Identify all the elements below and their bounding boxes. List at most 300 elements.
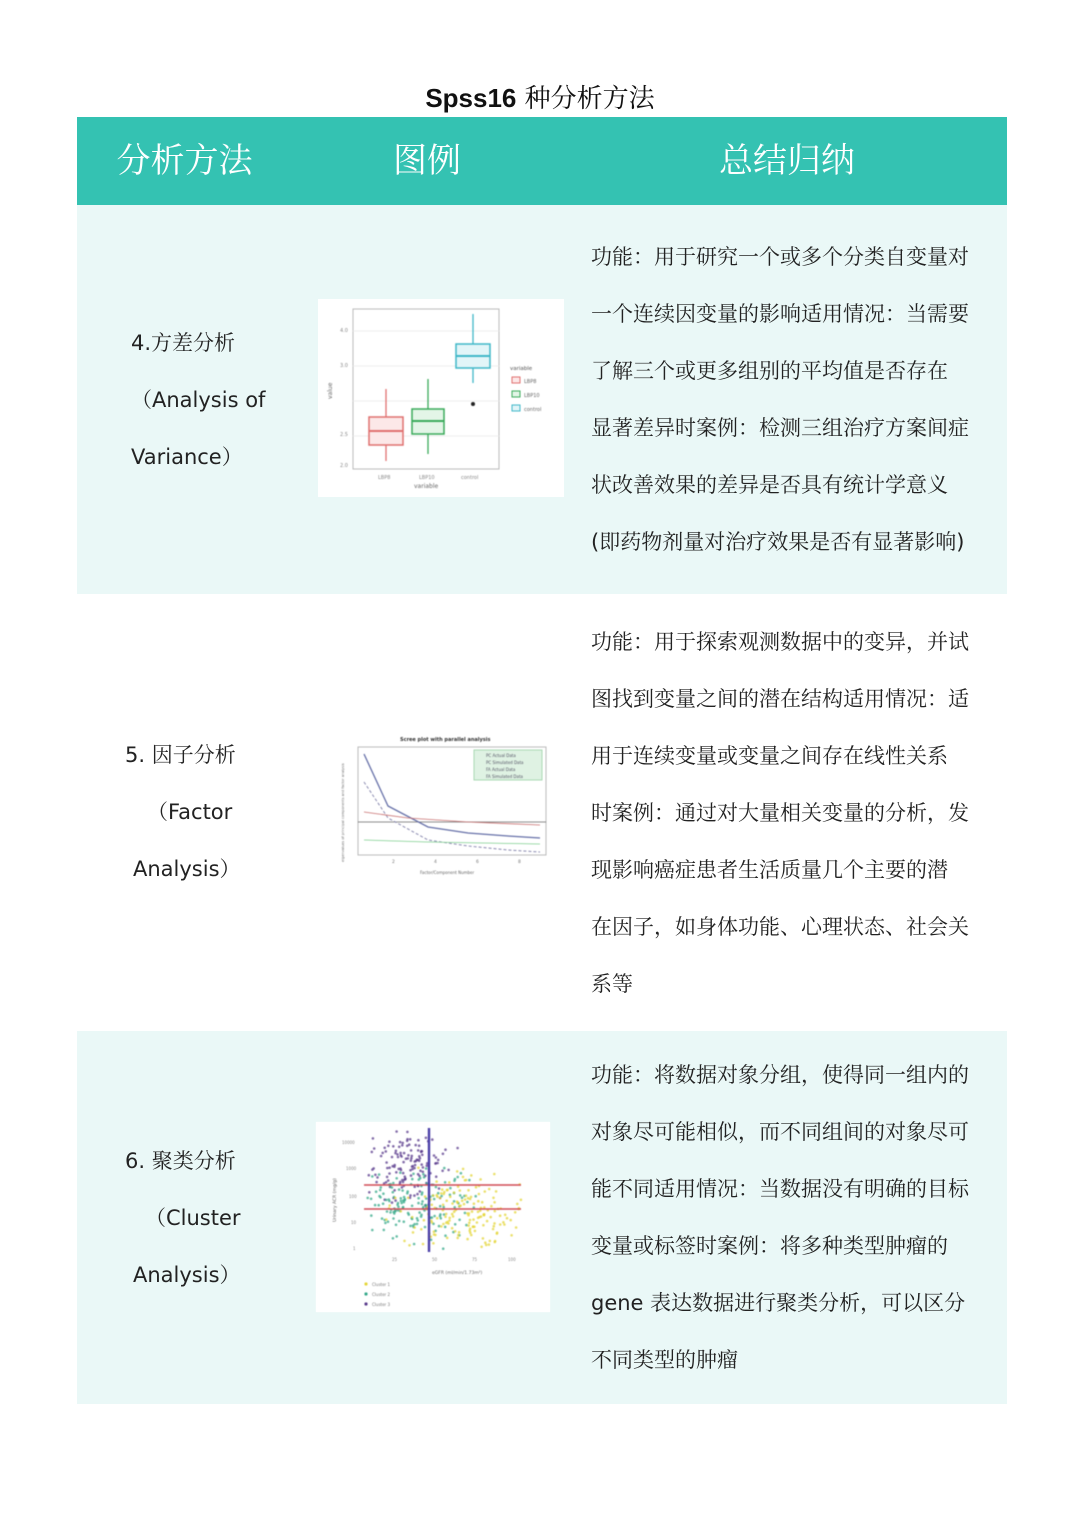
scatter-point [445, 1213, 448, 1216]
scatter-point [453, 1200, 456, 1203]
scatter-point [451, 1227, 454, 1230]
scatter-point [442, 1247, 445, 1250]
scatter-point [425, 1137, 428, 1140]
scatter-point [395, 1130, 398, 1133]
scatter-point [433, 1233, 436, 1236]
legend-label: Cluster 3 [372, 1302, 391, 1307]
scatter-point [385, 1218, 388, 1221]
scatter-point [418, 1144, 421, 1147]
scatter-point [483, 1214, 486, 1217]
summary-cell [591, 614, 991, 1013]
scatter-point [399, 1171, 402, 1174]
scatter-point [385, 1181, 388, 1184]
scatter-point [480, 1246, 483, 1249]
scatter-point [493, 1173, 496, 1176]
scatter-point [458, 1205, 461, 1208]
scatter-point [446, 1237, 449, 1240]
scatter-point [417, 1197, 420, 1200]
scatter-point [398, 1220, 401, 1223]
outlier-point [471, 402, 475, 406]
scatter-point [391, 1186, 394, 1189]
scatter-point [465, 1224, 468, 1227]
scatter-point [395, 1235, 398, 1238]
scatter-point [489, 1216, 492, 1219]
scatter-point [446, 1189, 449, 1192]
scatter-point [435, 1180, 438, 1183]
legend-marker [364, 1292, 367, 1295]
scatter-point [375, 1190, 378, 1193]
legend-label: LBP10 [524, 393, 540, 399]
scatter-point [431, 1216, 434, 1219]
scatter-point [467, 1224, 470, 1227]
scree-svg [328, 730, 558, 882]
scatter-point [456, 1176, 459, 1179]
scatter-point [408, 1143, 411, 1146]
scree-plot-image [328, 730, 558, 882]
scatter-point [387, 1220, 390, 1223]
scatter-point [411, 1155, 414, 1158]
scatter-point [467, 1214, 470, 1217]
scatter-point [424, 1195, 427, 1198]
scatter-point [468, 1222, 471, 1225]
scatter-point [477, 1200, 480, 1203]
xtick: 50 [432, 1257, 438, 1262]
scatter-point [458, 1219, 461, 1222]
scatter-point [435, 1186, 438, 1189]
x-axis-label: Factor/Component Number [420, 870, 475, 875]
scatter-point [465, 1194, 468, 1197]
scatter-point [423, 1176, 426, 1179]
scatter-point [403, 1220, 406, 1223]
scatter-point [398, 1188, 401, 1191]
scatter-point [389, 1211, 392, 1214]
scatter-point [482, 1237, 485, 1240]
xtick: 25 [392, 1257, 398, 1262]
scatter-point [403, 1240, 406, 1243]
xtick: LBP8 [378, 475, 391, 481]
summary-line: 状改善效果的差异是否具有统计学意义 [591, 473, 948, 497]
scatter-point [436, 1217, 439, 1220]
summary-cell [591, 229, 991, 571]
scatter-point [486, 1220, 489, 1223]
scatter-point [391, 1201, 394, 1204]
xtick: 6 [476, 860, 479, 865]
scatter-point [495, 1190, 498, 1193]
scatter-point [413, 1243, 416, 1246]
scatter-point [462, 1176, 465, 1179]
scatter-point [516, 1203, 519, 1206]
scatter-point [435, 1156, 438, 1159]
scatter-point [448, 1217, 451, 1220]
scatter-point [452, 1215, 455, 1218]
scatter-point [484, 1241, 487, 1244]
summary-line: 一个连续因变量的影响适用情况：当需要 [591, 302, 969, 326]
scatter-point [418, 1159, 421, 1162]
summary-cell [591, 1047, 991, 1389]
scatter-point [493, 1225, 496, 1228]
scatter-point [418, 1155, 421, 1158]
scatter-point [381, 1217, 384, 1220]
scatter-point [402, 1199, 405, 1202]
scatter-point [417, 1173, 420, 1176]
scatter-point [371, 1168, 374, 1171]
scatter-point [457, 1234, 460, 1237]
scatter-point [406, 1140, 409, 1143]
y-axis-label: value [327, 382, 334, 399]
scatter-point [419, 1170, 422, 1173]
table-row-factor [77, 594, 1007, 1031]
scatter-point [504, 1214, 507, 1217]
scatter-point [411, 1178, 414, 1181]
scatter-point [494, 1210, 497, 1213]
scatter-point [439, 1205, 442, 1208]
scatter-point [422, 1166, 425, 1169]
scatter-point [368, 1174, 371, 1177]
scatter-point [395, 1171, 398, 1174]
scatter-point [387, 1145, 390, 1148]
scatter-point [433, 1230, 436, 1233]
cluster-scatter-image [316, 1122, 550, 1312]
scatter-point [420, 1215, 423, 1218]
scatter-point [411, 1165, 414, 1168]
scatter-point [421, 1150, 424, 1153]
scatter-point [413, 1194, 416, 1197]
x-axis-label: variable [414, 483, 439, 490]
scatter-point [448, 1181, 451, 1184]
scatter-point [451, 1213, 454, 1216]
scatter-point [399, 1152, 402, 1155]
y-axis-label: eigenvalues of principal components and factor analysis [341, 763, 345, 862]
scatter-point [417, 1167, 420, 1170]
scatter-point [461, 1196, 464, 1199]
scatter-point [376, 1176, 379, 1179]
scatter-point [456, 1237, 459, 1240]
method-cell [131, 315, 265, 486]
scatter-point [416, 1193, 419, 1196]
table-row-cluster [77, 1031, 1007, 1404]
scatter-point [446, 1221, 449, 1224]
chart-title: Scree plot with parallel analysis [400, 737, 491, 743]
scatter-point [433, 1154, 436, 1157]
scatter-point [380, 1155, 383, 1158]
scatter-point [402, 1161, 405, 1164]
legend-swatch [512, 405, 520, 411]
scatter-point [443, 1167, 446, 1170]
legend-marker [364, 1282, 367, 1285]
title-prefix: Spss16 [425, 83, 517, 113]
scatter-point [453, 1206, 456, 1209]
scatter-point [399, 1141, 402, 1144]
xtick: 4 [434, 860, 437, 865]
scatter-point [456, 1147, 459, 1150]
scatter-point [400, 1154, 403, 1157]
scatter-point [488, 1243, 491, 1246]
scatter-point [386, 1210, 389, 1213]
scatter-point [492, 1228, 495, 1231]
scatter-point [406, 1192, 409, 1195]
scatter-point [404, 1175, 407, 1178]
scatter-point [400, 1210, 403, 1213]
header-figure: 图例 [393, 141, 461, 181]
scatter-point [383, 1147, 386, 1150]
legend-label: Cluster 1 [372, 1282, 391, 1287]
scatter-point [410, 1157, 413, 1160]
scatter-point [470, 1174, 473, 1177]
title-suffix: 种分析方法 [524, 84, 655, 114]
scatter-point [401, 1189, 404, 1192]
scatter-point [380, 1186, 383, 1189]
scatter-point [459, 1194, 462, 1197]
scatter-point [463, 1203, 466, 1206]
scatter-point [401, 1144, 404, 1147]
scatter-point [474, 1195, 477, 1198]
scatter-point [451, 1202, 454, 1205]
summary-line: 时案例：通过对大量相关变量的分析，发 [591, 801, 969, 825]
scatter-point [384, 1222, 387, 1225]
scatter-point [472, 1218, 475, 1221]
summary-line: 现影响癌症患者生活质量几个主要的潜 [591, 858, 948, 882]
scatter-point [473, 1226, 476, 1229]
scatter-point [402, 1172, 405, 1175]
scatter-point [476, 1221, 479, 1224]
scatter-point [460, 1172, 463, 1175]
scatter-point [416, 1217, 419, 1220]
method-line: 5. 因子分析 [125, 743, 236, 767]
scatter-point [456, 1200, 459, 1203]
xtick: 100 [508, 1257, 516, 1262]
scatter-point [397, 1156, 400, 1159]
summary-line: 显著差异时案例：检测三组治疗方案间症 [591, 416, 969, 440]
scatter-point [462, 1168, 465, 1171]
scatter-point [421, 1154, 424, 1157]
scatter-point [453, 1191, 456, 1194]
scatter-point [421, 1200, 424, 1203]
scatter-point [395, 1224, 398, 1227]
scatter-point [510, 1234, 513, 1237]
summary-line: 能不同适用情况：当数据没有明确的目标 [591, 1177, 969, 1201]
scatter-point [494, 1241, 497, 1244]
scatter-point [420, 1228, 423, 1231]
scatter-point [464, 1212, 467, 1215]
method-line: Analysis） [133, 1263, 241, 1287]
scatter-point [425, 1167, 428, 1170]
scatter-point [442, 1206, 445, 1209]
scatter-point [488, 1188, 491, 1191]
scatter-point [496, 1232, 499, 1235]
scatter-point [416, 1223, 419, 1226]
ytick: 3.0 [340, 363, 348, 369]
scatter-point [424, 1226, 427, 1229]
scatter-point [381, 1152, 384, 1155]
scatter-point [417, 1149, 420, 1152]
scatter-point [493, 1222, 496, 1225]
scatter-point [509, 1219, 512, 1222]
scatter-point [377, 1204, 380, 1207]
scatter-point [433, 1215, 436, 1218]
scatter-point [444, 1148, 447, 1151]
scatter-point [373, 1147, 376, 1150]
scatter-point [417, 1139, 420, 1142]
method-line: Variance） [131, 445, 243, 469]
legend-label: control [524, 407, 542, 413]
scatter-point [456, 1170, 459, 1173]
scatter-point [411, 1216, 414, 1219]
scatter-point [409, 1138, 412, 1141]
legend-label: LBP8 [524, 379, 537, 385]
scatter-point [478, 1216, 481, 1219]
scatter-point [468, 1179, 471, 1182]
scatter-point [464, 1198, 467, 1201]
scatter-point [412, 1231, 415, 1234]
scatter-point [432, 1194, 435, 1197]
scatter-point [414, 1164, 417, 1167]
scatter-point [499, 1214, 502, 1217]
legend-title: variable [510, 366, 533, 372]
scatter-point [407, 1154, 410, 1157]
scatter-point [454, 1223, 457, 1226]
scatter-point [407, 1157, 410, 1160]
table-header [77, 117, 1007, 205]
scatter-point [392, 1191, 395, 1194]
scatter-point [409, 1194, 412, 1197]
scatter-point [484, 1190, 487, 1193]
scatter-point [445, 1199, 448, 1202]
scatter-point [479, 1178, 482, 1181]
summary-line: 功能：用于探索观测数据中的变异，并试 [591, 630, 969, 654]
method-line: （Cluster [145, 1206, 241, 1230]
scatter-point [422, 1243, 425, 1246]
scatter-point [471, 1210, 474, 1213]
scatter-point [439, 1215, 442, 1218]
scatter-point [437, 1159, 440, 1162]
scatter-point [383, 1229, 386, 1232]
method-line: （Analysis of [131, 388, 266, 412]
method-cell [125, 1133, 241, 1304]
scatter-point [403, 1179, 406, 1182]
scatter-point [419, 1190, 422, 1193]
scatter-point [440, 1225, 443, 1228]
scatter-point [514, 1211, 517, 1214]
ytick: 4.0 [340, 328, 348, 334]
scatter-point [417, 1202, 420, 1205]
scatter-point [422, 1171, 425, 1174]
scatter-point [493, 1201, 496, 1204]
scatter-point [470, 1196, 473, 1199]
scatter-point [394, 1197, 397, 1200]
scatter-point [388, 1204, 391, 1207]
scatter-point [395, 1150, 398, 1153]
scatter-point [461, 1200, 464, 1203]
scatter-point [410, 1174, 413, 1177]
scatter-point [475, 1186, 478, 1189]
scatter-point [421, 1193, 424, 1196]
scatter-point [430, 1220, 433, 1223]
scatter-point [401, 1142, 404, 1145]
scatter-point [413, 1160, 416, 1163]
summary-line: 变量或标签时案例：将多种类型肿瘤的 [591, 1234, 948, 1258]
legend-label: FA Actual Data [486, 767, 516, 772]
scatter-point [394, 1199, 397, 1202]
scatter-point [371, 1175, 374, 1178]
scatter-point [398, 1146, 401, 1149]
scatter-point [392, 1211, 395, 1214]
method-line: （Factor [147, 800, 233, 824]
legend-swatch [512, 391, 520, 397]
summary-line: 功能：用于研究一个或多个分类自变量对 [591, 245, 969, 269]
scatter-point [403, 1152, 406, 1155]
scatter-point [370, 1198, 373, 1201]
summary-line: 不同类型的肿瘤 [591, 1348, 738, 1372]
scatter-point [388, 1172, 391, 1175]
scatter-point [466, 1201, 469, 1204]
scatter-point [371, 1229, 374, 1232]
scatter-point [421, 1203, 424, 1206]
y-axis-label: Urinary ACR (mg/g) [333, 1178, 338, 1222]
scatter-point [403, 1196, 406, 1199]
scatter-point [436, 1162, 439, 1165]
scatter-point [444, 1234, 447, 1237]
scatter-point [447, 1169, 450, 1172]
scatter-point [442, 1204, 445, 1207]
xtick: 75 [472, 1257, 478, 1262]
legend-marker [364, 1302, 367, 1305]
scatter-point [408, 1244, 411, 1247]
boxplot-chart-image [318, 299, 564, 497]
scatter-point [449, 1187, 452, 1190]
scatter-point [431, 1138, 434, 1141]
summary-line: gene 表达数据进行聚类分析，可以区分 [591, 1291, 966, 1315]
summary-line: 系等 [591, 972, 633, 996]
ytick: 1000 [346, 1166, 357, 1171]
scatter-point [458, 1231, 461, 1234]
table-row-anova [77, 205, 1007, 594]
scatter-point [412, 1173, 415, 1176]
scatter-point [506, 1217, 509, 1220]
scatter-point [490, 1205, 493, 1208]
summary-line: 在因子，如身体功能、心理状态、社会关 [591, 915, 969, 939]
scatter-point [375, 1181, 378, 1184]
scatter-point [444, 1226, 447, 1229]
scatter-point [400, 1197, 403, 1200]
boxplot-svg [318, 299, 564, 497]
scatter-point [399, 1167, 402, 1170]
scatter-point [410, 1159, 413, 1162]
legend-label: FA Simulated Data [486, 774, 523, 779]
scatter-point [423, 1219, 426, 1222]
scatter-point [435, 1175, 438, 1178]
scatter-point [378, 1173, 381, 1176]
scatter-point [387, 1179, 390, 1182]
scatter-point [431, 1204, 434, 1207]
scatter-point [385, 1161, 388, 1164]
scatter-point [432, 1242, 435, 1245]
scatter-point [388, 1198, 391, 1201]
ytick: 2.0 [340, 463, 348, 469]
scatter-point [368, 1191, 371, 1194]
scatter-point [442, 1223, 445, 1226]
summary-line: 图找到变量之间的潜在结构适用情况：适 [591, 687, 969, 711]
scatter-point [393, 1165, 396, 1168]
scatter-point [444, 1181, 447, 1184]
scatter-point [370, 1214, 373, 1217]
scatter-point [374, 1204, 377, 1207]
method-line: 4.方差分析 [131, 331, 236, 355]
scatter-point [515, 1226, 518, 1229]
method-cell [125, 727, 241, 898]
ytick: 10 [351, 1220, 357, 1225]
scatter-point [439, 1197, 442, 1200]
scatter-point [419, 1177, 422, 1180]
